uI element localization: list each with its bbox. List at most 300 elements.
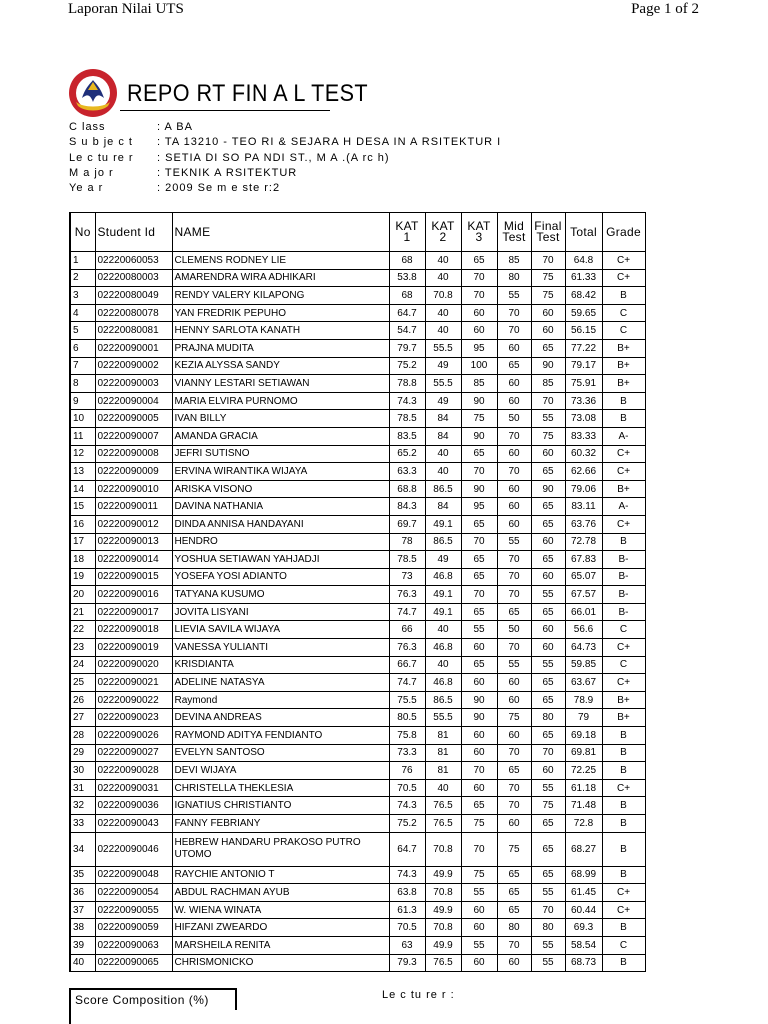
- meta-label: Le c tu re r: [69, 151, 134, 164]
- score-composition-border: [69, 1010, 71, 1024]
- cell-final: 60: [531, 533, 565, 551]
- cell-total: 63.76: [565, 515, 602, 533]
- table-row: [70, 709, 645, 727]
- cell-kat2: 46.8: [425, 639, 461, 657]
- cell-total: 56.6: [565, 621, 602, 639]
- table-row: [70, 480, 645, 498]
- cell-kat3: 60: [461, 727, 497, 745]
- cell-kat3: 90: [461, 392, 497, 410]
- cell-final: 75: [531, 287, 565, 305]
- cell-final: 65: [531, 339, 565, 357]
- cell-kat2: 84: [425, 427, 461, 445]
- cell-kat1: 79.3: [389, 954, 425, 972]
- cell-final: 55: [531, 779, 565, 797]
- cell-mid: 70: [497, 463, 531, 481]
- cell-total: 68.99: [565, 866, 602, 884]
- cell-kat2: 81: [425, 762, 461, 780]
- cell-mid: 60: [497, 727, 531, 745]
- cell-total: 62.66: [565, 463, 602, 481]
- cell-kat2: 46.8: [425, 568, 461, 586]
- kat3-l2: 3: [475, 230, 483, 244]
- cell-total: 78.9: [565, 691, 602, 709]
- table-row: [70, 603, 645, 621]
- cell-student-id: 02220090008: [95, 445, 172, 463]
- cell-kat2: 55.5: [425, 709, 461, 727]
- cell-no: 24: [70, 656, 95, 674]
- cell-name: YOSEFA YOSI ADIANTO: [172, 568, 389, 586]
- cell-total: 71.48: [565, 797, 602, 815]
- cell-total: 60.32: [565, 445, 602, 463]
- cell-kat2: 55.5: [425, 339, 461, 357]
- cell-student-id: 02220080003: [95, 269, 172, 287]
- cell-kat2: 46.8: [425, 674, 461, 692]
- cell-grade: B-: [602, 586, 645, 604]
- cell-kat2: 49: [425, 551, 461, 569]
- cell-student-id: 02220090031: [95, 779, 172, 797]
- cell-name: ERVINA WIRANTIKA WIJAYA: [172, 463, 389, 481]
- cell-kat1: 75.2: [389, 815, 425, 833]
- cell-mid: 60: [497, 375, 531, 393]
- cell-name: HENNY SARLOTA KANATH: [172, 322, 389, 340]
- page-header-left: Laporan Nilai UTS: [68, 1, 184, 17]
- cell-kat3: 70: [461, 762, 497, 780]
- cell-student-id: 02220090055: [95, 901, 172, 919]
- cell-kat2: 86.5: [425, 480, 461, 498]
- table-row: [70, 269, 645, 287]
- cell-final: 60: [531, 639, 565, 657]
- cell-kat1: 73: [389, 568, 425, 586]
- cell-total: 67.57: [565, 586, 602, 604]
- table-row: [70, 586, 645, 604]
- cell-final: 65: [531, 515, 565, 533]
- cell-mid: 70: [497, 322, 531, 340]
- table-row: [70, 551, 645, 569]
- cell-student-id: 02220080049: [95, 287, 172, 305]
- cell-name: VANESSA YULIANTI: [172, 639, 389, 657]
- cell-final: 60: [531, 445, 565, 463]
- cell-total: 79: [565, 709, 602, 727]
- cell-total: 75.91: [565, 375, 602, 393]
- meta-label: M a jo r: [69, 166, 114, 179]
- cell-total: 61.45: [565, 884, 602, 902]
- cell-kat3: 95: [461, 498, 497, 516]
- meta-value: : TEKNIK A RSITEKTUR: [157, 166, 298, 179]
- cell-grade: B-: [602, 603, 645, 621]
- cell-mid: 70: [497, 551, 531, 569]
- title-underline: [120, 110, 330, 111]
- cell-final: 65: [531, 815, 565, 833]
- cell-total: 73.08: [565, 410, 602, 428]
- cell-name: YAN FREDRIK PEPUHO: [172, 304, 389, 322]
- cell-name: JOVITA LISYANI: [172, 603, 389, 621]
- page-number: Page 1 of 2: [631, 1, 699, 17]
- cell-final: 65: [531, 463, 565, 481]
- cell-kat1: 78.5: [389, 551, 425, 569]
- cell-final: 55: [531, 656, 565, 674]
- cell-kat2: 70.8: [425, 884, 461, 902]
- cell-kat1: 69.7: [389, 515, 425, 533]
- cell-kat2: 76.5: [425, 815, 461, 833]
- cell-grade: B: [602, 392, 645, 410]
- cell-name: HEBREW HANDARU PRAKOSO PUTRO UTOMO: [172, 832, 389, 866]
- cell-name: VIANNY LESTARI SETIAWAN: [172, 375, 389, 393]
- cell-grade: C: [602, 304, 645, 322]
- cell-no: 38: [70, 919, 95, 937]
- cell-kat3: 60: [461, 304, 497, 322]
- cell-name: MARIA ELVIRA PURNOMO: [172, 392, 389, 410]
- cell-kat2: 70.8: [425, 832, 461, 866]
- cell-mid: 80: [497, 269, 531, 287]
- table-row: [70, 252, 645, 270]
- cell-kat3: 70: [461, 269, 497, 287]
- cell-mid: 70: [497, 586, 531, 604]
- cell-student-id: 02220090018: [95, 621, 172, 639]
- cell-name: JEFRI SUTISNO: [172, 445, 389, 463]
- cell-kat3: 75: [461, 815, 497, 833]
- cell-kat2: 49.9: [425, 936, 461, 954]
- cell-final: 85: [531, 375, 565, 393]
- cell-mid: 75: [497, 832, 531, 866]
- cell-kat1: 76: [389, 762, 425, 780]
- cell-grade: B+: [602, 709, 645, 727]
- mid-l2: Test: [502, 230, 526, 244]
- cell-grade: C+: [602, 639, 645, 657]
- cell-name: DAVINA NATHANIA: [172, 498, 389, 516]
- cell-mid: 50: [497, 410, 531, 428]
- table-row: [70, 287, 645, 305]
- cell-final: 60: [531, 304, 565, 322]
- cell-total: 59.65: [565, 304, 602, 322]
- cell-kat2: 70.8: [425, 919, 461, 937]
- cell-grade: B+: [602, 357, 645, 375]
- cell-kat3: 100: [461, 357, 497, 375]
- cell-grade: C+: [602, 901, 645, 919]
- cell-kat1: 83.5: [389, 427, 425, 445]
- cell-mid: 65: [497, 901, 531, 919]
- cell-total: 67.83: [565, 551, 602, 569]
- cell-kat2: 40: [425, 304, 461, 322]
- cell-no: 7: [70, 357, 95, 375]
- cell-kat3: 55: [461, 936, 497, 954]
- cell-kat2: 49.9: [425, 866, 461, 884]
- cell-no: 6: [70, 339, 95, 357]
- cell-total: 68.27: [565, 832, 602, 866]
- cell-kat1: 75.8: [389, 727, 425, 745]
- cell-total: 77.22: [565, 339, 602, 357]
- cell-mid: 70: [497, 744, 531, 762]
- cell-name: PRAJNA MUDITA: [172, 339, 389, 357]
- table-row: [70, 744, 645, 762]
- cell-mid: 70: [497, 304, 531, 322]
- table-row: [70, 779, 645, 797]
- cell-name: ABDUL RACHMAN AYUB: [172, 884, 389, 902]
- cell-mid: 65: [497, 762, 531, 780]
- table-row: [70, 392, 645, 410]
- table-row: [70, 797, 645, 815]
- cell-no: 10: [70, 410, 95, 428]
- cell-final: 55: [531, 954, 565, 972]
- table-row: [70, 815, 645, 833]
- cell-no: 11: [70, 427, 95, 445]
- cell-final: 55: [531, 586, 565, 604]
- cell-kat1: 64.7: [389, 304, 425, 322]
- cell-student-id: 02220060053: [95, 252, 172, 270]
- cell-mid: 65: [497, 884, 531, 902]
- cell-total: 72.78: [565, 533, 602, 551]
- cell-grade: C+: [602, 779, 645, 797]
- col-header-kat3: [461, 213, 497, 252]
- cell-total: 56.15: [565, 322, 602, 340]
- meta-label: Ye a r: [69, 182, 104, 195]
- cell-grade: B-: [602, 568, 645, 586]
- cell-student-id: 02220090005: [95, 410, 172, 428]
- cell-total: 59.85: [565, 656, 602, 674]
- table-row: [70, 304, 645, 322]
- col-header-total: Total: [565, 213, 602, 252]
- cell-grade: B-: [602, 551, 645, 569]
- cell-kat3: 90: [461, 691, 497, 709]
- cell-name: AMANDA GRACIA: [172, 427, 389, 445]
- lecturer-signature-label: Le c tu re r :: [382, 989, 455, 1001]
- cell-final: 60: [531, 762, 565, 780]
- cell-kat3: 90: [461, 480, 497, 498]
- cell-name: CHRISMONICKO: [172, 954, 389, 972]
- cell-no: 29: [70, 744, 95, 762]
- meta-subject: [69, 135, 501, 150]
- cell-name: TATYANA KUSUMO: [172, 586, 389, 604]
- table-row: [70, 919, 645, 937]
- cell-name: HENDRO: [172, 533, 389, 551]
- cell-final: 60: [531, 322, 565, 340]
- cell-mid: 70: [497, 779, 531, 797]
- cell-mid: 60: [497, 674, 531, 692]
- cell-student-id: 02220090002: [95, 357, 172, 375]
- cell-final: 65: [531, 727, 565, 745]
- cell-grade: B: [602, 815, 645, 833]
- cell-kat3: 90: [461, 427, 497, 445]
- cell-no: 12: [70, 445, 95, 463]
- cell-student-id: 02220090019: [95, 639, 172, 657]
- cell-kat3: 65: [461, 252, 497, 270]
- cell-no: 2: [70, 269, 95, 287]
- cell-kat1: 68: [389, 287, 425, 305]
- cell-final: 65: [531, 674, 565, 692]
- cell-total: 73.36: [565, 392, 602, 410]
- cell-no: 33: [70, 815, 95, 833]
- cell-no: 34: [70, 832, 95, 866]
- cell-no: 15: [70, 498, 95, 516]
- cell-grade: B: [602, 954, 645, 972]
- cell-name: DINDA ANNISA HANDAYANI: [172, 515, 389, 533]
- kat3-l1: KAT: [467, 219, 491, 233]
- cell-kat2: 55.5: [425, 375, 461, 393]
- cell-kat1: 70.5: [389, 919, 425, 937]
- cell-total: 65.07: [565, 568, 602, 586]
- cell-kat3: 75: [461, 866, 497, 884]
- cell-mid: 60: [497, 392, 531, 410]
- cell-student-id: 02220090023: [95, 709, 172, 727]
- cell-final: 70: [531, 901, 565, 919]
- cell-kat3: 60: [461, 954, 497, 972]
- table-row: [70, 866, 645, 884]
- grade-rows: [70, 252, 645, 972]
- cell-kat2: 81: [425, 727, 461, 745]
- cell-name: LIEVIA SAVILA WIJAYA: [172, 621, 389, 639]
- cell-kat1: 74.3: [389, 797, 425, 815]
- cell-grade: B: [602, 866, 645, 884]
- cell-no: 1: [70, 252, 95, 270]
- table-row: [70, 568, 645, 586]
- table-row: [70, 339, 645, 357]
- cell-final: 60: [531, 568, 565, 586]
- col-header-final: [531, 213, 565, 252]
- cell-no: 18: [70, 551, 95, 569]
- cell-mid: 60: [497, 480, 531, 498]
- cell-grade: B: [602, 797, 645, 815]
- cell-grade: C+: [602, 269, 645, 287]
- cell-student-id: 02220090001: [95, 339, 172, 357]
- cell-kat3: 60: [461, 639, 497, 657]
- cell-grade: B: [602, 287, 645, 305]
- cell-student-id: 02220090015: [95, 568, 172, 586]
- meta-value: : SETIA DI SO PA NDI ST., M A .(A rc h): [157, 151, 390, 164]
- col-header-kat2: [425, 213, 461, 252]
- cell-mid: 80: [497, 919, 531, 937]
- cell-kat1: 64.7: [389, 832, 425, 866]
- cell-kat3: 70: [461, 832, 497, 866]
- cell-student-id: 02220090059: [95, 919, 172, 937]
- table-row: [70, 498, 645, 516]
- cell-grade: C+: [602, 252, 645, 270]
- kat2-l1: KAT: [431, 219, 455, 233]
- cell-grade: A-: [602, 427, 645, 445]
- cell-kat3: 75: [461, 410, 497, 428]
- cell-grade: C+: [602, 674, 645, 692]
- cell-kat1: 80.5: [389, 709, 425, 727]
- cell-final: 75: [531, 269, 565, 287]
- cell-grade: B: [602, 762, 645, 780]
- cell-final: 60: [531, 621, 565, 639]
- cell-total: 72.8: [565, 815, 602, 833]
- cell-kat2: 49.1: [425, 603, 461, 621]
- cell-mid: 65: [497, 866, 531, 884]
- cell-kat3: 65: [461, 603, 497, 621]
- cell-kat2: 40: [425, 445, 461, 463]
- cell-total: 58.54: [565, 936, 602, 954]
- cell-kat2: 81: [425, 744, 461, 762]
- cell-final: 65: [531, 498, 565, 516]
- cell-kat1: 61.3: [389, 901, 425, 919]
- cell-final: 80: [531, 709, 565, 727]
- cell-student-id: 02220090021: [95, 674, 172, 692]
- cell-final: 90: [531, 480, 565, 498]
- cell-no: 32: [70, 797, 95, 815]
- meta-major: [69, 166, 501, 181]
- cell-name: AMARENDRA WIRA ADHIKARI: [172, 269, 389, 287]
- cell-no: 35: [70, 866, 95, 884]
- table-row: [70, 901, 645, 919]
- cell-kat3: 65: [461, 515, 497, 533]
- cell-grade: C: [602, 936, 645, 954]
- cell-no: 21: [70, 603, 95, 621]
- cell-grade: B: [602, 832, 645, 866]
- cell-kat3: 70: [461, 463, 497, 481]
- cell-final: 55: [531, 410, 565, 428]
- cell-final: 55: [531, 936, 565, 954]
- cell-kat1: 76.3: [389, 639, 425, 657]
- table-row: [70, 936, 645, 954]
- cell-kat3: 65: [461, 797, 497, 815]
- cell-no: 27: [70, 709, 95, 727]
- cell-grade: B+: [602, 691, 645, 709]
- cell-kat2: 49: [425, 392, 461, 410]
- grades-table: [69, 212, 646, 972]
- cell-student-id: 02220090063: [95, 936, 172, 954]
- cell-mid: 85: [497, 252, 531, 270]
- cell-kat3: 55: [461, 621, 497, 639]
- cell-final: 75: [531, 427, 565, 445]
- cell-no: 26: [70, 691, 95, 709]
- cell-mid: 60: [497, 815, 531, 833]
- cell-kat2: 40: [425, 252, 461, 270]
- kat1-l2: 1: [403, 230, 411, 244]
- meta-value: : A BA: [157, 121, 193, 133]
- cell-name: DEVI WIJAYA: [172, 762, 389, 780]
- meta-value: : TA 13210 - TEO RI & SEJARA H DESA IN A RSITEKTUR I: [157, 136, 502, 149]
- cell-kat1: 68: [389, 252, 425, 270]
- cell-kat1: 74.7: [389, 674, 425, 692]
- cell-mid: 60: [497, 954, 531, 972]
- cell-mid: 55: [497, 533, 531, 551]
- cell-no: 17: [70, 533, 95, 551]
- cell-no: 25: [70, 674, 95, 692]
- cell-kat3: 60: [461, 322, 497, 340]
- table-row: [70, 427, 645, 445]
- cell-no: 37: [70, 901, 95, 919]
- cell-name: YOSHUA SETIAWAN YAHJADJI: [172, 551, 389, 569]
- cell-name: RENDY VALERY KILAPONG: [172, 287, 389, 305]
- cell-student-id: 02220080081: [95, 322, 172, 340]
- cell-grade: C: [602, 322, 645, 340]
- table-row: [70, 621, 645, 639]
- cell-mid: 50: [497, 621, 531, 639]
- institution-logo: [68, 68, 118, 118]
- cell-kat1: 84.3: [389, 498, 425, 516]
- cell-no: 23: [70, 639, 95, 657]
- cell-final: 80: [531, 919, 565, 937]
- cell-student-id: 02220080078: [95, 304, 172, 322]
- cell-mid: 55: [497, 287, 531, 305]
- cell-name: EVELYN SANTOSO: [172, 744, 389, 762]
- cell-student-id: 02220090014: [95, 551, 172, 569]
- cell-no: 13: [70, 463, 95, 481]
- cell-no: 40: [70, 954, 95, 972]
- cell-kat3: 70: [461, 586, 497, 604]
- final-l2: Test: [536, 230, 560, 244]
- cell-total: 69.81: [565, 744, 602, 762]
- table-row: [70, 727, 645, 745]
- cell-student-id: 02220090027: [95, 744, 172, 762]
- cell-kat1: 75.2: [389, 357, 425, 375]
- cell-student-id: 02220090009: [95, 463, 172, 481]
- cell-final: 70: [531, 744, 565, 762]
- cell-kat3: 65: [461, 551, 497, 569]
- cell-name: DEVINA ANDREAS: [172, 709, 389, 727]
- cell-total: 68.73: [565, 954, 602, 972]
- cell-mid: 60: [497, 515, 531, 533]
- cell-kat3: 60: [461, 901, 497, 919]
- cell-final: 70: [531, 252, 565, 270]
